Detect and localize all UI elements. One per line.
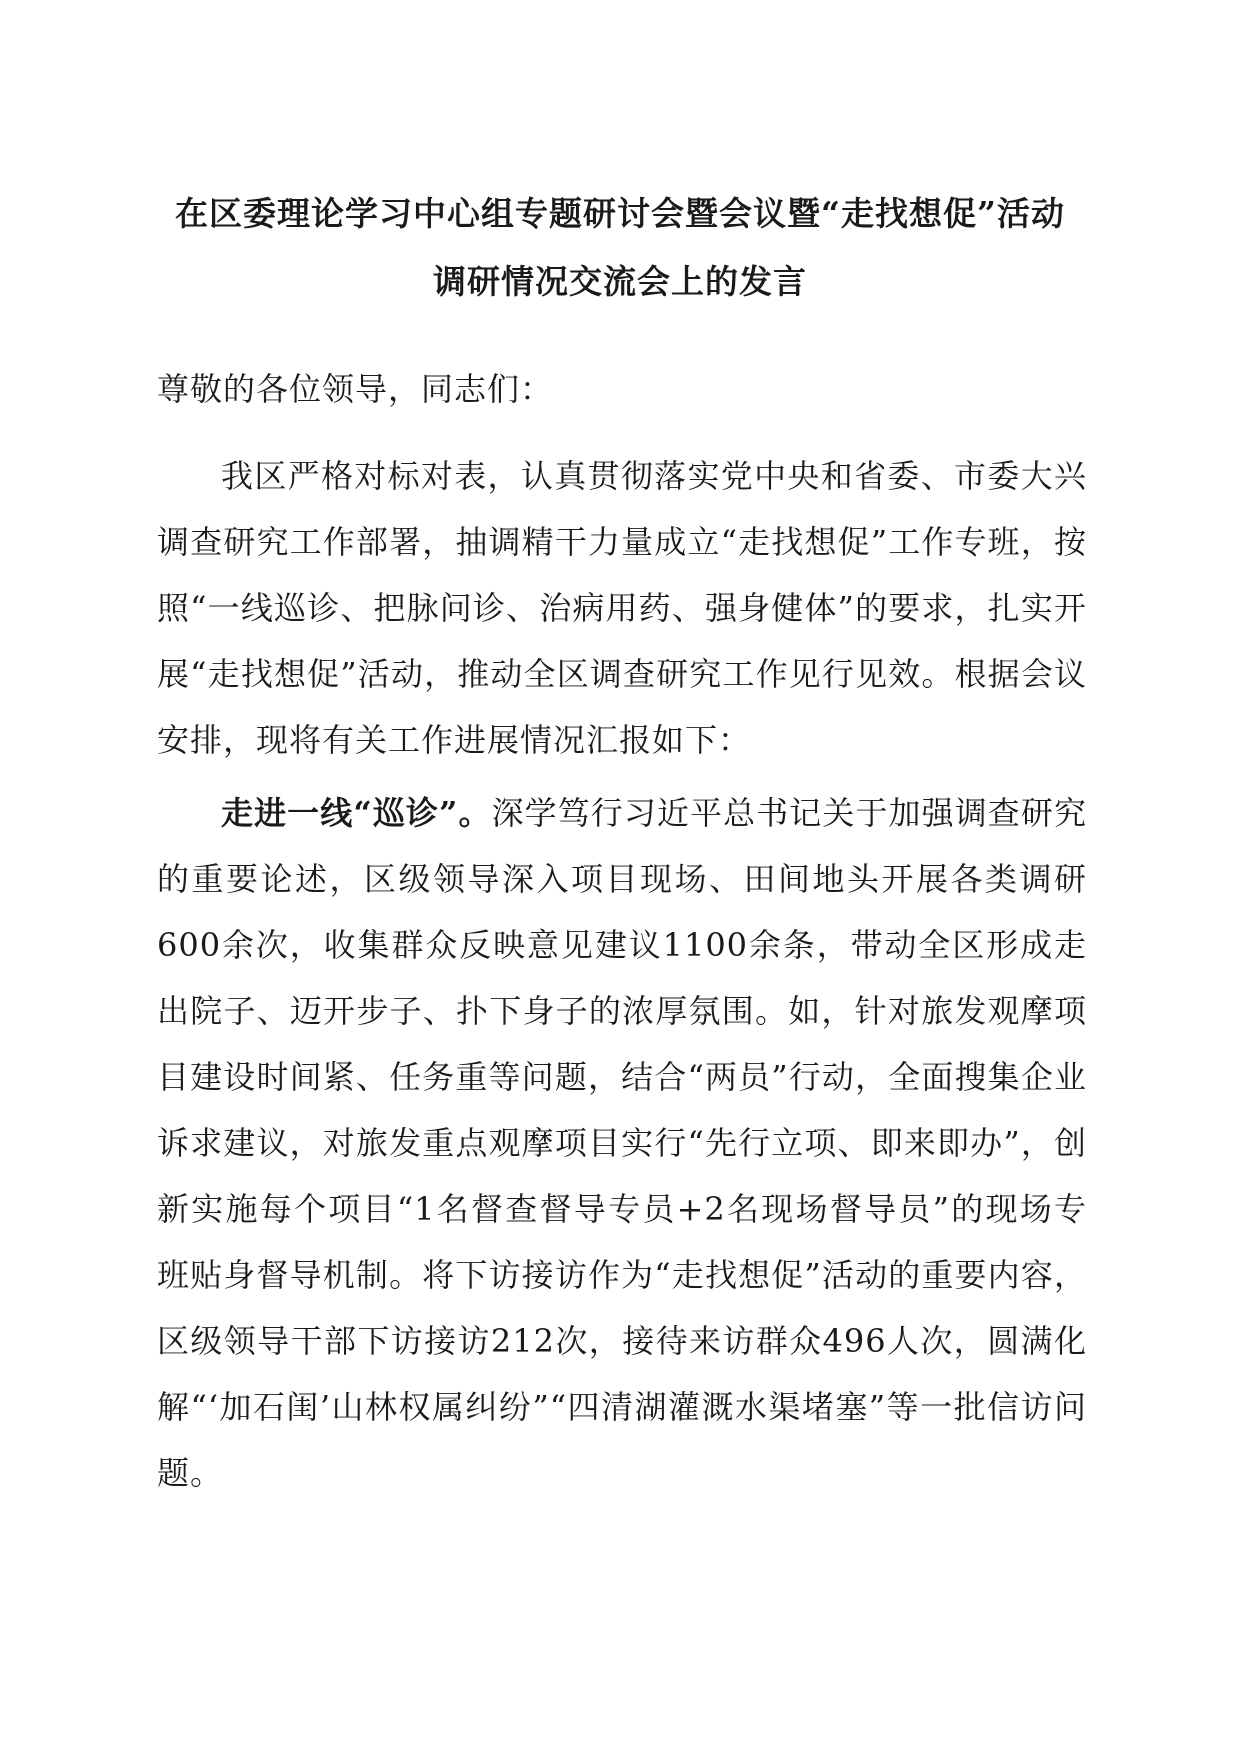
paragraph-section-1 [157,780,1087,1506]
section-body: 深学笃行习近平总书记关于加强调查研究的重要论述，区级领导深入项目现场、田间地头开展各类调研600余次，收集群众反映意见建议1100余条，带动全区形成走出院子、迈开步子、扑下身子的浓厚氛围。如，针对旅发观摩项目建设时间紧、任务重等问题，结合“两员”行动，全面搜集企业诉求建议，对旅发重点观摩项目实行“先行立项、即来即办”，创新实施每个项目“1名督查督导专员+2名现场督导员”的现场专班贴身督导机制。将下访接访作为“走找想促”活动的重要内容，区级领导干部下访接访212次，接待来访群众496人次，圆满化解“‘加石闺’山林权属纠纷”“四清湖灌溉水渠堵塞”等一批信访问题。 [157,794,1087,1492]
paragraph-intro: 我区严格对标对表，认真贯彻落实党中央和省委、市委大兴调查研究工作部署，抽调精干力量成立“走找想促”工作专班，按照“一线巡诊、把脉问诊、治病用药、强身健体”的要求，扎实开展“走找想促”活动，推动全区调查研究工作见行见效。根据会议安排，现将有关工作进展情况汇报如下： [157,457,1087,759]
document-title-line-2: 调研情况交流会上的发言 [433,262,807,301]
document-title-line-1: 在区委理论学习中心组专题研讨会暨会议暨“走找想促”活动 [175,194,1065,233]
salutation: 尊敬的各位领导，同志们： [157,370,554,408]
section-heading: 走进一线“巡诊”。 [221,794,492,832]
